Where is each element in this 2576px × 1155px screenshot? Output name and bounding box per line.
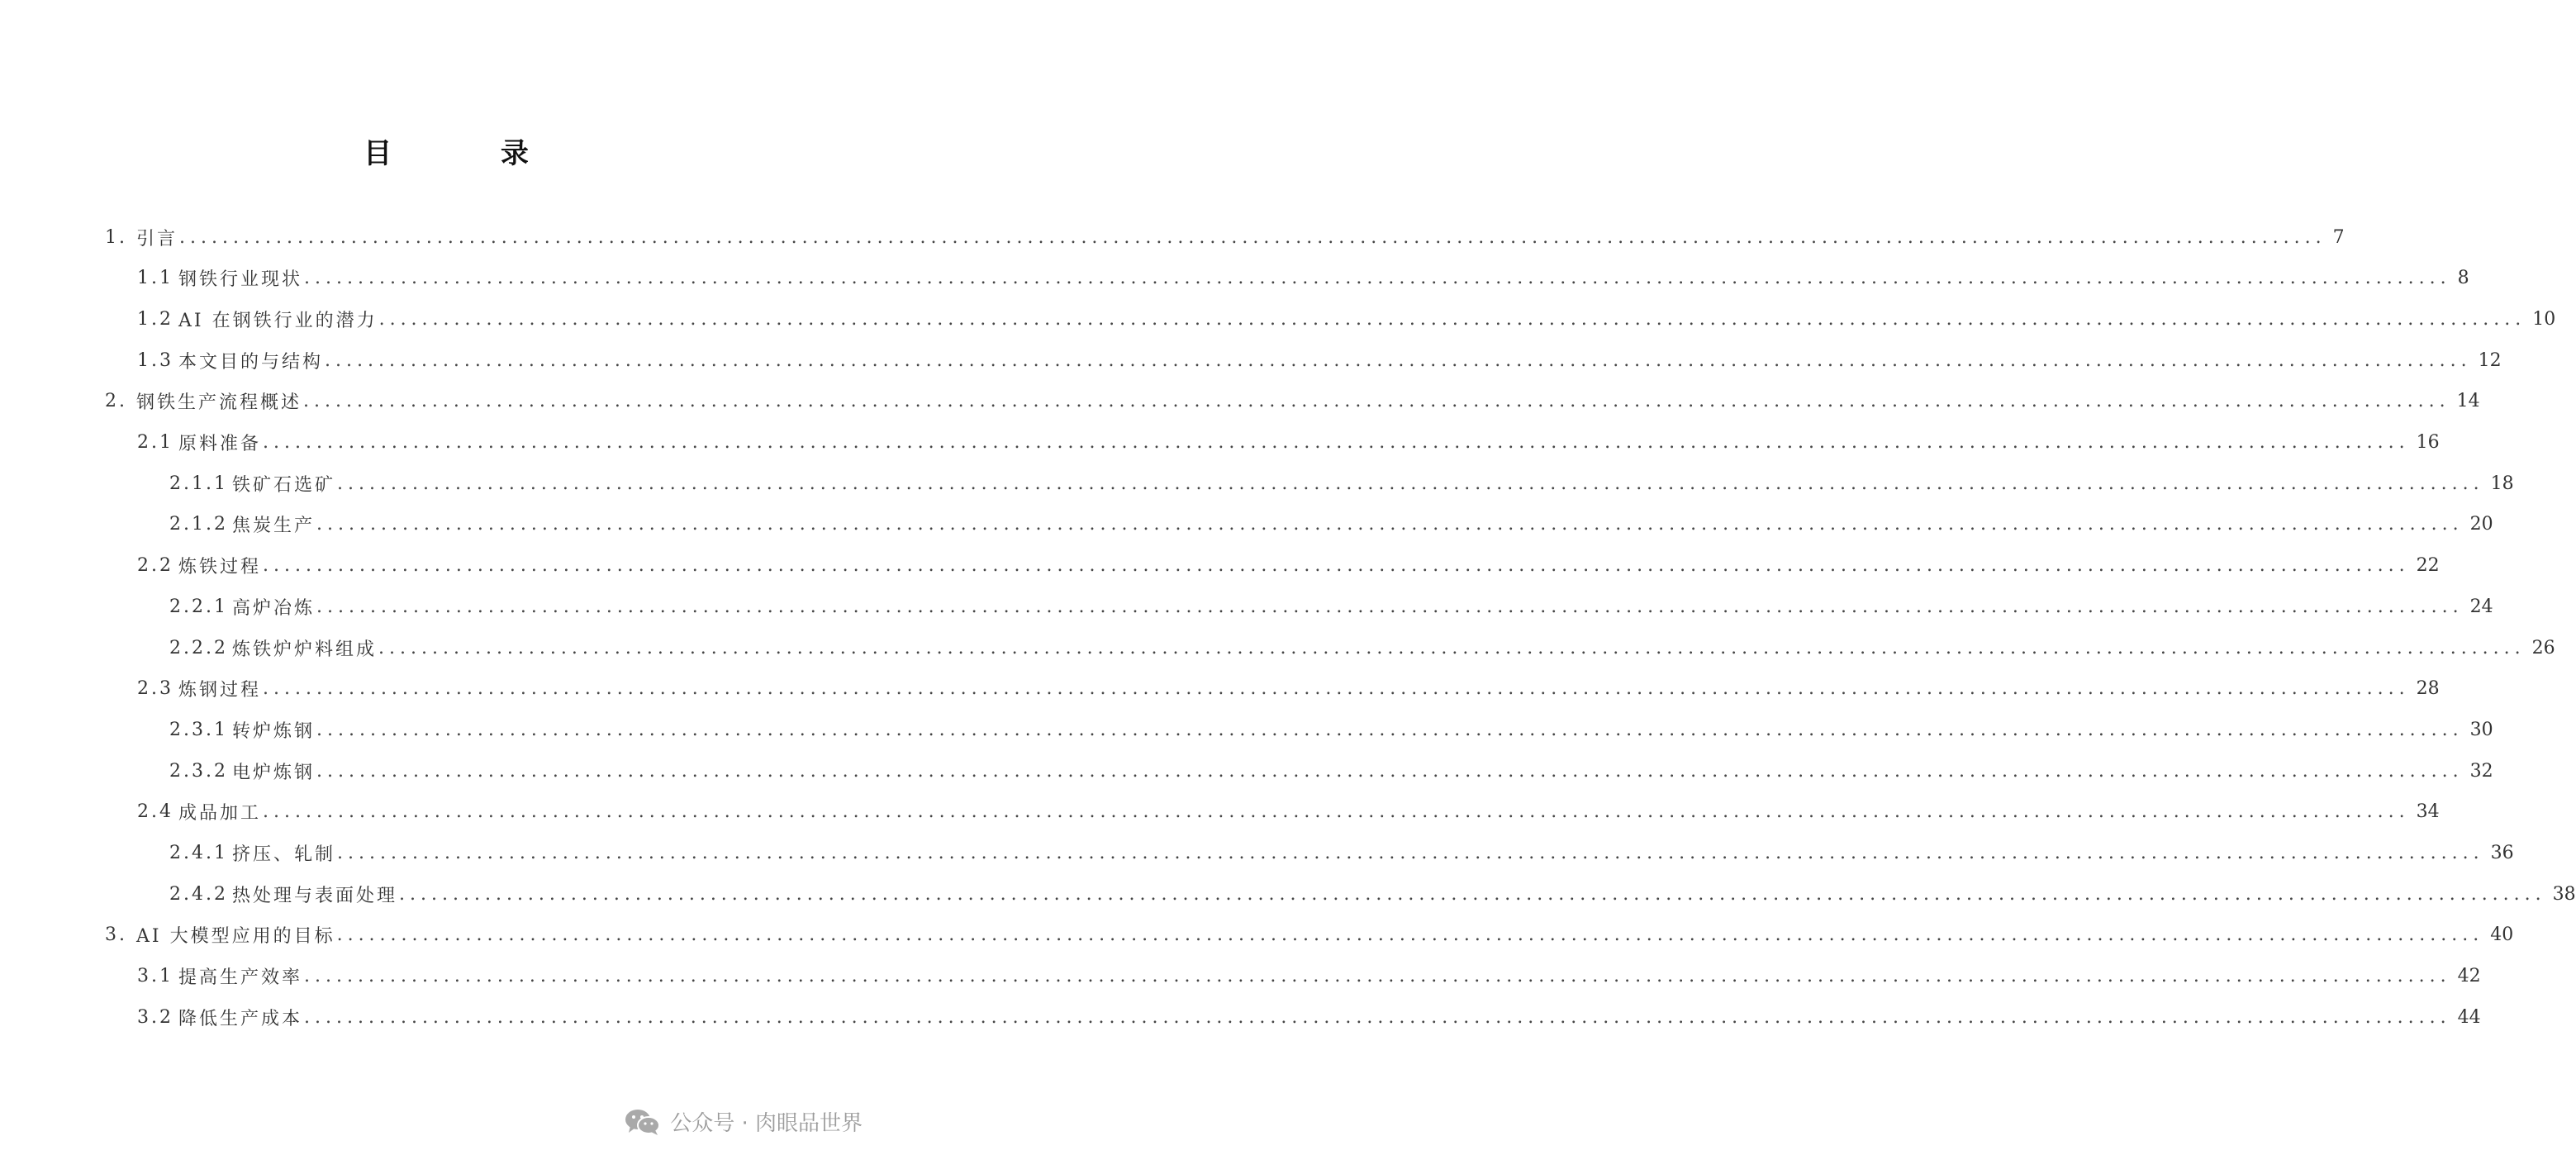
toc-entry[interactable] — [137, 258, 2469, 299]
toc-entry[interactable] — [137, 422, 2440, 463]
toc-entry-number: 2.4 — [137, 801, 173, 823]
toc-entry[interactable] — [137, 340, 2502, 381]
toc-dot-leader: ........................................................................................................................................................................................................ — [304, 1006, 2451, 1028]
toc-entry-page: 20 — [2469, 514, 2493, 535]
toc-dot-leader: ........................................................................................................................................................................................................ — [378, 637, 2526, 658]
toc-entry-number: 2.2 — [137, 555, 173, 577]
toc-dot-leader: ........................................................................................................................................................................................................ — [263, 432, 2410, 453]
toc-entry-title: 高炉冶炼 — [232, 597, 316, 619]
toc-entry-title: 成品加工 — [178, 803, 262, 825]
toc-entry-number: 3. — [105, 924, 127, 946]
toc-entry-page: 42 — [2457, 966, 2481, 987]
toc-entry-number: 1.2 — [137, 308, 173, 330]
toc-entry-page: 7 — [2332, 226, 2345, 248]
watermark-text: 公众号 · 肉眼品世界 — [670, 1111, 863, 1136]
toc-entry-number: 2.1.2 — [169, 514, 228, 535]
toc-dot-leader: ........................................................................................................................................................................................................ — [378, 308, 2526, 330]
toc-entry-title: 炼铁过程 — [178, 557, 262, 578]
toc-dot-leader: ........................................................................................................................................................................................................ — [316, 596, 2464, 617]
toc-entry[interactable] — [169, 504, 2493, 545]
toc-entry-title: 焦炭生产 — [232, 516, 316, 537]
toc-entry[interactable] — [169, 463, 2514, 504]
toc-entry[interactable] — [137, 996, 2481, 1038]
wechat-icon — [624, 1108, 662, 1136]
toc-dot-leader: ........................................................................................................................................................................................................ — [336, 924, 2484, 946]
toc-entry-title: 挤压、轧制 — [232, 844, 336, 865]
toc-entry[interactable] — [137, 668, 2440, 710]
toc-entry-title: 炼铁炉炉料组成 — [232, 639, 378, 660]
toc-entry[interactable] — [137, 956, 2481, 997]
toc-entry-number: 1. — [105, 226, 127, 248]
toc-entry-title: AI 在钢铁行业的潜力 — [178, 310, 378, 331]
toc-entry[interactable] — [169, 627, 2555, 668]
toc-entry-number: 2.3 — [137, 678, 173, 700]
toc-entry-title: 电炉炼钢 — [232, 762, 316, 783]
toc-dot-leader: ........................................................................................................................................................................................................ — [304, 268, 2451, 289]
toc-entry-title: 原料准备 — [178, 434, 262, 454]
toc-entry-number: 2.4.1 — [169, 843, 228, 863]
toc-entry[interactable] — [105, 915, 2514, 956]
toc-entry-page: 40 — [2490, 924, 2514, 946]
toc-entry-number: 2.1.1 — [169, 473, 228, 494]
toc-dot-leader: ........................................................................................................................................................................................................ — [316, 719, 2464, 740]
toc-entry-number: 2.1 — [137, 432, 173, 453]
toc-entry-page: 36 — [2490, 843, 2514, 863]
toc-entry[interactable] — [137, 791, 2440, 833]
toc-entry-page: 18 — [2490, 473, 2514, 494]
toc-entry-title: 热处理与表面处理 — [232, 885, 398, 906]
toc-entry[interactable] — [105, 381, 2480, 422]
toc-entry-title: 钢铁生产流程概述 — [136, 392, 302, 414]
toc-entry-page: 34 — [2416, 801, 2440, 823]
toc-entry-number: 2.3.1 — [169, 719, 228, 740]
toc-dot-leader: ........................................................................................................................................................................................................ — [263, 555, 2410, 577]
toc-entry-page: 16 — [2416, 432, 2440, 453]
toc-entry[interactable] — [169, 873, 2576, 915]
toc-entry-title: AI 大模型应用的目标 — [136, 926, 335, 948]
toc-dot-leader: ........................................................................................................................................................................................................ — [325, 349, 2472, 371]
toc-entry-page: 10 — [2532, 308, 2556, 330]
toc-entry-title: 铁矿石选矿 — [232, 474, 336, 496]
page-title: 目 录 — [364, 137, 578, 170]
toc-entry-page: 22 — [2416, 555, 2440, 577]
toc-entry-number: 2.4.2 — [169, 883, 228, 905]
toc-entry[interactable] — [169, 750, 2493, 791]
toc-dot-leader: ........................................................................................................................................................................................................ — [263, 801, 2410, 823]
toc-dot-leader: ........................................................................................................................................................................................................ — [316, 514, 2464, 535]
toc-dot-leader: ........................................................................................................................................................................................................ — [263, 678, 2410, 700]
toc-entry-page: 14 — [2456, 391, 2480, 412]
toc-entry-number: 1.1 — [137, 268, 173, 289]
toc-entry[interactable] — [137, 545, 2440, 587]
toc-entry-number: 2.3.2 — [169, 760, 228, 782]
toc-entry-page: 8 — [2457, 268, 2469, 289]
toc-entry-number: 2. — [105, 391, 127, 412]
toc-entry[interactable] — [137, 298, 2556, 340]
toc-entry[interactable] — [169, 586, 2493, 627]
toc-dot-leader: ........................................................................................................................................................................................................ — [303, 391, 2450, 412]
toc-entry[interactable] — [169, 833, 2514, 874]
toc-dot-leader: ........................................................................................................................................................................................................ — [337, 473, 2484, 494]
toc-entry-number: 1.3 — [137, 349, 173, 371]
toc-entry-page: 32 — [2469, 760, 2493, 782]
toc-entry-page: 12 — [2478, 349, 2502, 371]
toc-entry-page: 30 — [2469, 719, 2493, 740]
toc-dot-leader: ........................................................................................................................................................................................................ — [179, 226, 2326, 248]
toc-dot-leader: ........................................................................................................................................................................................................ — [399, 883, 2546, 905]
toc-entry-number: 3.2 — [137, 1006, 173, 1028]
toc-entry-number: 3.1 — [137, 966, 173, 987]
toc-dot-leader: ........................................................................................................................................................................................................ — [337, 843, 2484, 863]
toc-dot-leader: ........................................................................................................................................................................................................ — [316, 760, 2464, 782]
toc-entry-title: 引言 — [136, 228, 178, 250]
toc-dot-leader: ........................................................................................................................................................................................................ — [304, 966, 2451, 987]
watermark — [624, 1106, 863, 1137]
toc-entry-page: 26 — [2531, 637, 2555, 658]
toc-entry-page: 28 — [2416, 678, 2440, 700]
toc-entry-number: 2.2.2 — [169, 637, 228, 658]
toc-entry-page: 44 — [2457, 1006, 2481, 1028]
toc-entry-title: 提高生产效率 — [178, 967, 303, 989]
toc-entry-title: 本文目的与结构 — [178, 351, 324, 373]
toc-entry-title: 钢铁行业现状 — [178, 269, 303, 291]
toc-entry-page: 38 — [2552, 883, 2576, 905]
toc-entry-title: 降低生产成本 — [178, 1008, 303, 1029]
toc-entry[interactable] — [169, 709, 2493, 750]
toc-entry-number: 2.2.1 — [169, 596, 228, 617]
toc-entry[interactable] — [105, 216, 2345, 258]
toc-entry-title: 转炉炼钢 — [232, 720, 316, 742]
toc-entry-title: 炼钢过程 — [178, 680, 262, 701]
toc-entry-page: 24 — [2469, 596, 2493, 617]
